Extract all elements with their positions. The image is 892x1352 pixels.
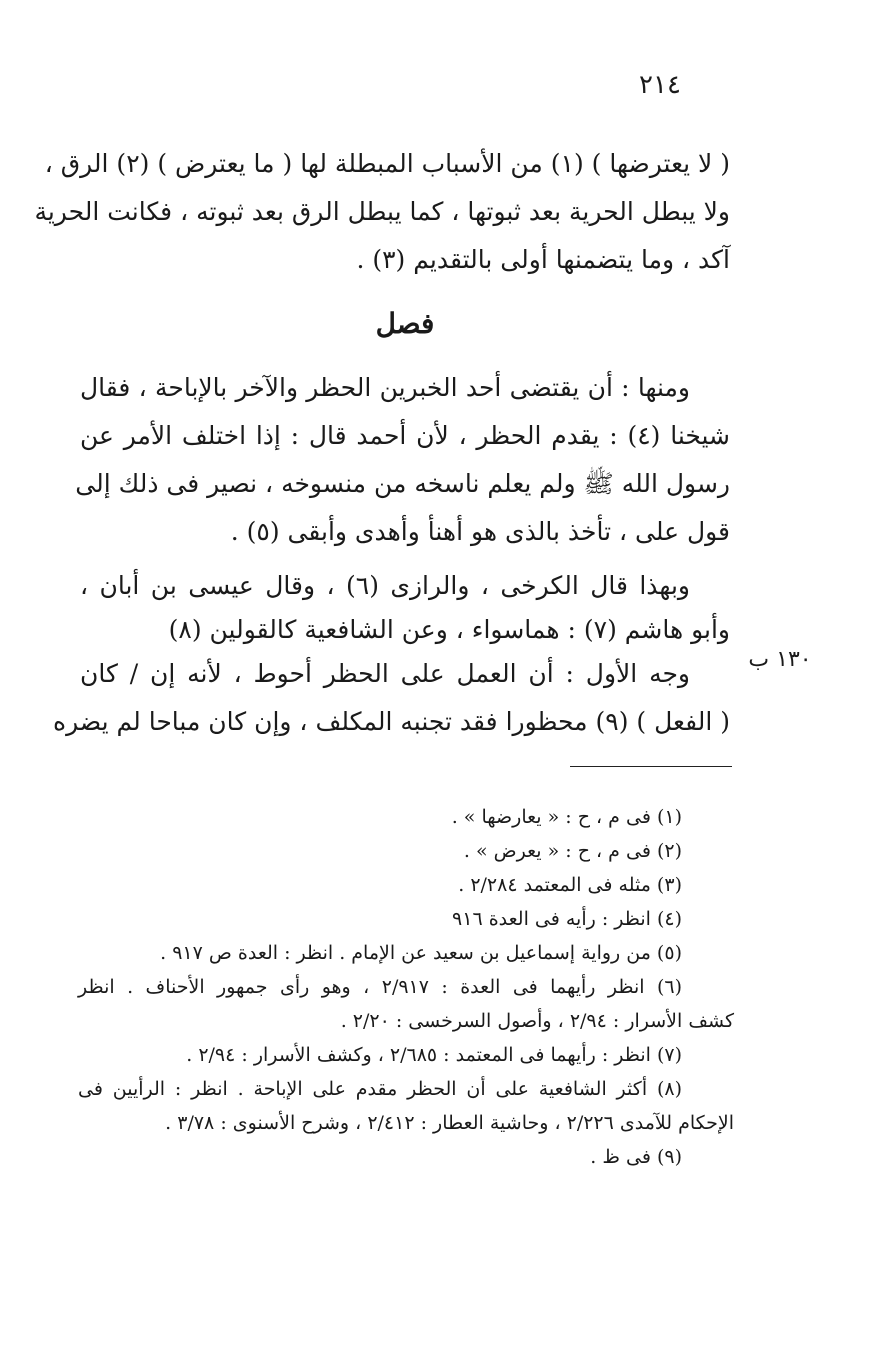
footnote: (٨) أكثر الشافعية على أن الحظر مقدم على الإباحة . انظر : الرأيين فى <box>78 1078 682 1100</box>
text-line: آكد ، وما يتضمنها أولى بالتقديم (٣) . <box>356 245 730 274</box>
margin-folio-note: ١٣٠ ب <box>748 647 812 672</box>
text-line: ( لا يعترضها ) (١) من الأسباب المبطلة لها ( ما يعترض ) (٢) الرق ، <box>44 149 730 178</box>
footnote: (٧) انظر : رأيهما فى المعتمد : ٢/٦٨٥ ، وكشف الأسرار : ٢/٩٤ . <box>186 1044 682 1066</box>
footnote-continuation: كشف الأسرار : ٢/٩٤ ، وأصول السرخسى : ٢/٢٠ . <box>340 1010 734 1032</box>
footnote: (١) فى م ، ح : « يعارضها » . <box>451 806 682 828</box>
text-line: ( الفعل ) (٩) محظورا فقد تجنبه المكلف ، وإن كان مباحا لم يضره <box>53 707 730 736</box>
footnote: (٣) مثله فى المعتمد ٢/٢٨٤ . <box>458 874 682 896</box>
section-heading: فصل <box>375 307 435 340</box>
text-line: وأبو هاشم (٧) : هماسواء ، وعن الشافعية كالقولين (٨) <box>168 615 730 644</box>
text-line: ولا يبطل الحرية بعد ثبوتها ، كما يبطل الرق بعد ثبوته ، فكانت الحرية <box>34 197 730 226</box>
footnote-continuation: الإحكام للآمدى ٢/٢٢٦ ، وحاشية العطار : ٢/٤١٢ ، وشرح الأسنوى : ٣/٧٨ . <box>165 1112 734 1134</box>
text-line: قول على ، تأخذ بالذى هو أهنأ وأهدى وأبقى (٥) . <box>230 517 730 546</box>
text-line: وجه الأول : أن العمل على الحظر أحوط ، لأنه إن / كان <box>80 659 690 688</box>
page-number: ٢١٤ <box>639 70 681 100</box>
footnote: (٢) فى م ، ح : « يعرض » . <box>463 840 682 862</box>
text-line: ومنها : أن يقتضى أحد الخبرين الحظر والآخر بالإباحة ، فقال <box>80 373 690 402</box>
footnotes <box>78 800 734 1174</box>
text-line: رسول الله ﷺ ولم يعلم ناسخه من منسوخه ، نصير فى ذلك إلى <box>75 469 730 498</box>
footnote-divider <box>570 766 732 767</box>
footnote: (٥) من رواية إسماعيل بن سعيد عن الإمام . انظر : العدة ص ٩١٧ . <box>160 942 682 964</box>
text-line: شيخنا (٤) : يقدم الحظر ، لأن أحمد قال : إذا اختلف الأمر عن <box>80 421 730 450</box>
footnote: (٩) فى ظ . <box>590 1146 682 1168</box>
text-line: وبهذا قال الكرخى ، والرازى (٦) ، وقال عيسى بن أبان ، <box>80 571 690 600</box>
footnote: (٤) انظر : رأيه فى العدة ٩١٦ <box>452 908 682 930</box>
main-text <box>34 140 730 746</box>
footnote: (٦) انظر رأيهما فى العدة : ٢/٩١٧ ، وهو رأى جمهور الأحناف . انظر <box>78 976 683 998</box>
